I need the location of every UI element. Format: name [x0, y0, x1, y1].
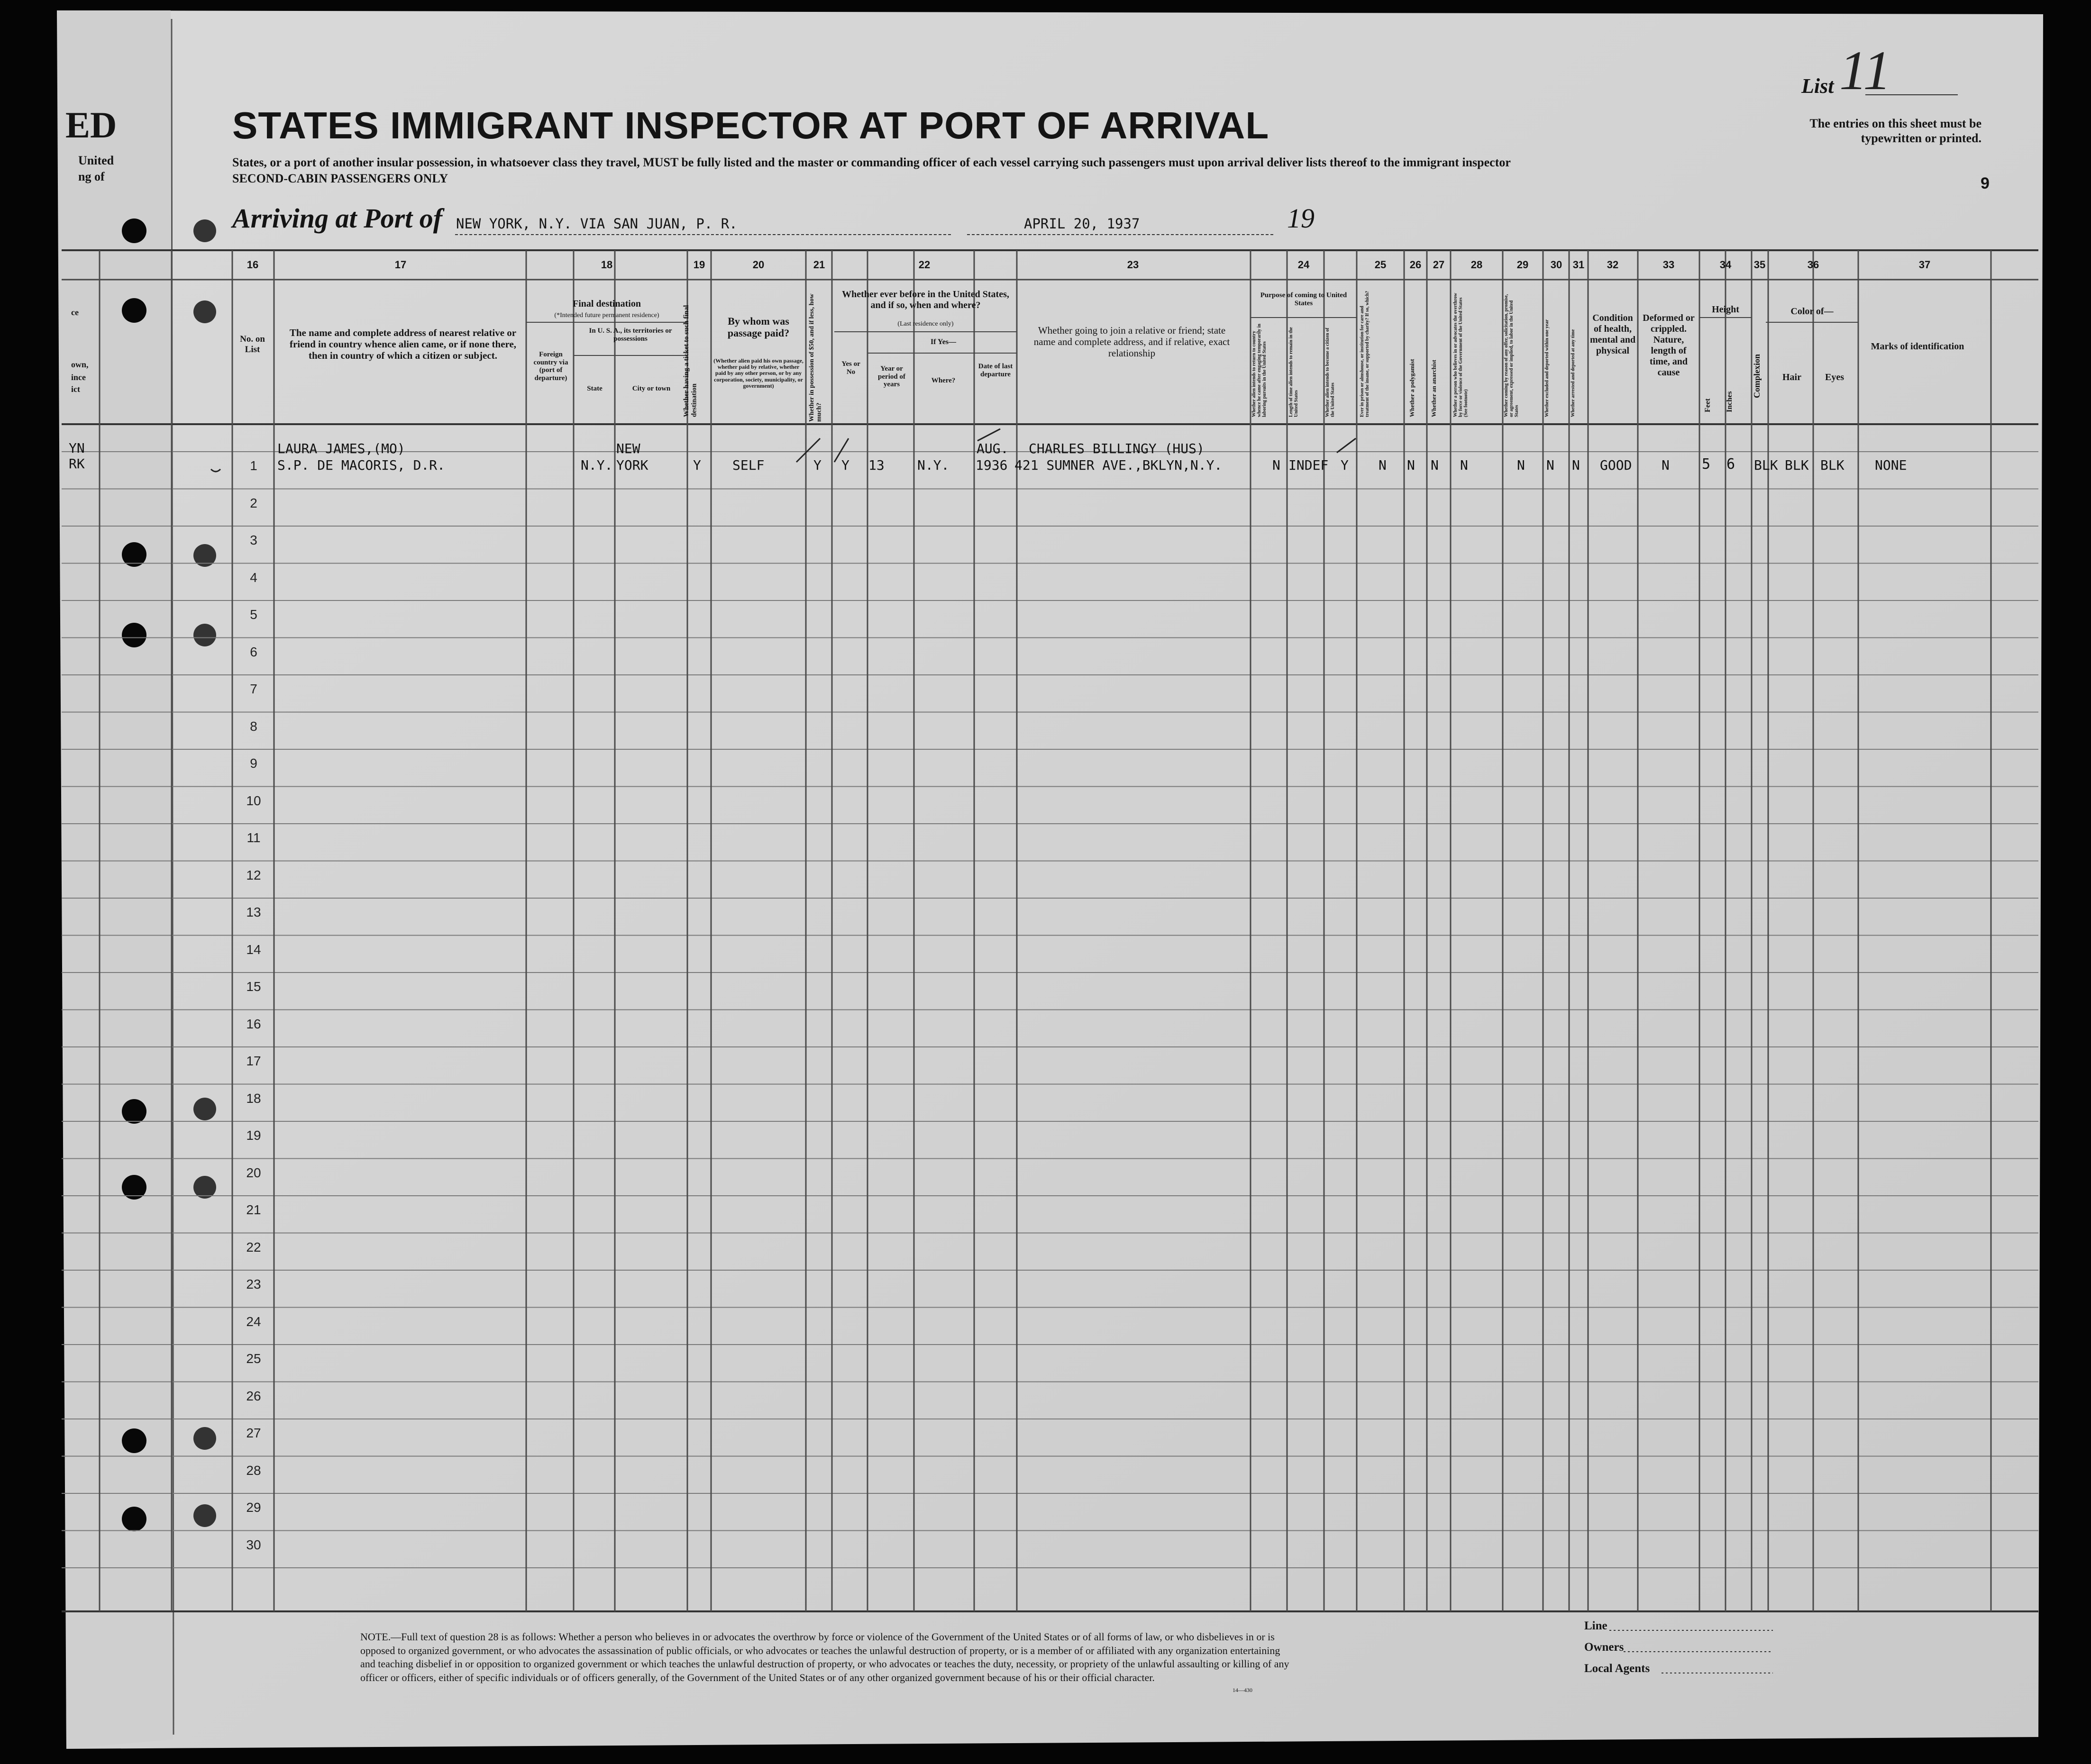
column-number: 37 — [1918, 259, 1931, 271]
header-purpose-length: Length of time alien intends to remain in the United States — [1288, 327, 1299, 417]
entry-complexion: BLK — [1754, 457, 1778, 473]
left-stub-header: ict — [71, 384, 80, 394]
left-fragment-line: United — [78, 154, 114, 167]
entry-date-line2: 1936 — [976, 457, 1008, 473]
row-number: 12 — [246, 867, 261, 882]
header-prison: Ever in prison or almshouse, or institution for care and treatment of the insane, or supported by charity? If so, which? — [1360, 291, 1370, 417]
header-usa: In U. S. A., its territories or possessions — [589, 327, 672, 343]
header-relative: The name and complete address of nearest relative or friend in country whence alien came, or if none there, then in country of which a citizen or subject. — [289, 327, 517, 362]
row-number: 27 — [246, 1426, 261, 1440]
entry-excluded: N — [1546, 457, 1554, 473]
row-number: 4 — [250, 570, 257, 585]
entry-hair: BLK — [1785, 457, 1809, 473]
entry-deported: N — [1572, 457, 1580, 473]
header-marks: Marks of identification — [1871, 341, 1964, 352]
entry-health: GOOD — [1600, 457, 1632, 473]
row-number: 25 — [246, 1351, 261, 1366]
column-number: 21 — [813, 259, 825, 271]
row-number: 13 — [246, 905, 261, 919]
entry-fifty: Y — [813, 457, 822, 473]
row-number: 24 — [246, 1314, 261, 1329]
form-code: 14—430 — [1233, 1687, 1252, 1693]
row-number: 1 — [250, 458, 257, 473]
form-subtitle: States, or a port of another insular possession, in whatsoever class they travel, MUST be fully listed and the master or commanding officer of each vessel carrying such passengers must upon arrival deliver lists thereof to the immigrant inspector — [232, 155, 1511, 169]
column-number: 32 — [1607, 259, 1619, 271]
left-stub-entry: RK — [69, 456, 85, 472]
entry-marks: NONE — [1875, 457, 1907, 473]
header-before-in-us: Whether ever before in the United States, and if so, when and where? — [842, 289, 1009, 310]
row-number: 26 — [246, 1388, 261, 1403]
header-where: Where? — [931, 377, 956, 384]
list-number: 11 — [1839, 39, 1891, 101]
left-stub-entry: YN — [69, 440, 85, 456]
column-number: 28 — [1470, 259, 1483, 271]
row-number: 9 — [250, 756, 257, 771]
header-foreign-country: Foreign country via (port of departure) — [533, 351, 568, 382]
entry-purpose-citizen: Y — [1341, 457, 1349, 473]
row-number: 22 — [246, 1239, 261, 1255]
header-polygamist: Whether a polygamist — [1408, 359, 1415, 417]
header-anarchist: Whether an anarchist — [1430, 360, 1437, 417]
row-number: 7 — [250, 682, 257, 696]
port-value: NEW YORK, N.Y. VIA SAN JUAN, P. R. — [456, 216, 738, 232]
column-number: 20 — [752, 259, 765, 271]
local-agents-label: Local Agents — [1584, 1662, 1650, 1675]
row-number: 28 — [246, 1463, 261, 1478]
list-label: List — [1801, 74, 1834, 98]
header-state: State — [587, 385, 603, 392]
column-number: 17 — [394, 259, 407, 271]
row-number: 3 — [250, 533, 257, 547]
entry-feet: 5 — [1702, 456, 1711, 473]
row-number: 21 — [246, 1202, 261, 1217]
entry-join-line1: CHARLES BILLINGY (HUS) — [1029, 441, 1205, 456]
header-if-yes: If Yes— — [930, 338, 957, 346]
header-years: Year or period of years — [878, 365, 905, 388]
entry-city-line1: NEW — [616, 441, 640, 456]
row-number: 16 — [246, 1016, 261, 1031]
left-fragment-line: ng of — [78, 170, 105, 183]
entry-purpose-length: INDEF — [1288, 457, 1329, 473]
header-deformed: Deformed or crippled. Nature, length of time, and cause — [1643, 313, 1695, 378]
header-last-residence: (Last residence only) — [897, 320, 954, 327]
header-deported: Whether arrested and deported at any time — [1571, 329, 1576, 417]
row-number: 19 — [246, 1128, 261, 1143]
header-yes-no: Yes or No — [841, 360, 860, 376]
header-health: Condition of health, mental and physical — [1589, 313, 1636, 356]
header-purpose-citizen: Whether alien intends to become a citizen of the United States — [1325, 327, 1335, 417]
column-number: 30 — [1550, 259, 1562, 271]
entry-prison: N — [1379, 457, 1387, 473]
arriving-label: Arriving at Port of — [232, 203, 443, 234]
column-number: 24 — [1297, 259, 1310, 271]
form-class: SECOND-CABIN PASSENGERS ONLY — [232, 172, 448, 185]
header-ticket: Whether having a ticket to such final destination — [683, 305, 698, 417]
header-join-relative: Whether going to join a relative or friend; state name and complete address, and if relative, exact relationship — [1033, 325, 1230, 359]
header-overthrow: Whether a person who believes in or advocates the overthrow by force or violence of the Government of the United States (See footnote) — [1453, 293, 1469, 417]
row-number: 2 — [250, 495, 257, 510]
entry-anarchist: N — [1431, 457, 1439, 473]
form-title: STATES IMMIGRANT INSPECTOR AT PORT OF ARRIVAL — [232, 104, 1269, 146]
page-number: 9 — [1981, 174, 1990, 192]
column-number: 19 — [693, 259, 705, 271]
header-excluded: Whether excluded and deported within one year — [1544, 319, 1550, 417]
header-passage-paid: By whom was passage paid? — [727, 315, 790, 339]
header-inches: Inches — [1726, 391, 1734, 412]
header-fifty-dollars: Whether in possession of $50, and if less, how much? — [808, 293, 823, 422]
header-no-on-list: No. on List — [240, 334, 265, 355]
column-number: 31 — [1572, 259, 1585, 271]
entry-overthrow: N — [1460, 457, 1468, 473]
row-number: 18 — [246, 1091, 261, 1106]
column-number: 36 — [1807, 259, 1819, 271]
entry-ticket: Y — [693, 457, 701, 473]
date-value: APRIL 20, 1937 — [1024, 216, 1140, 232]
header-final-destination-note: (*Intended future permanent residence) — [554, 312, 659, 319]
header-color: Color of— — [1790, 306, 1834, 317]
header-hair: Hair — [1782, 372, 1801, 382]
entry-paid-by: SELF — [732, 457, 765, 473]
column-number: 27 — [1433, 259, 1445, 271]
header-height: Height — [1712, 304, 1739, 315]
row-number: 11 — [247, 830, 261, 845]
column-number: 29 — [1516, 259, 1529, 271]
header-eyes: Eyes — [1825, 372, 1844, 382]
entry-join-line2: 421 SUMNER AVE.,BKLYN,N.Y. — [1014, 457, 1223, 473]
row-number: 6 — [250, 644, 257, 659]
entry-state: N.Y. — [581, 457, 613, 473]
column-number: 34 — [1719, 259, 1732, 271]
year-prefix: 19 — [1287, 203, 1315, 234]
row-number: 15 — [246, 979, 261, 994]
column-number: 22 — [918, 259, 931, 271]
entry-date-line1: AUG. — [977, 441, 1009, 456]
entry-eyes: BLK — [1820, 457, 1844, 473]
row-number: 17 — [246, 1054, 261, 1068]
entry-purpose-return: N — [1272, 457, 1280, 473]
row-number: 29 — [246, 1500, 261, 1515]
entry-relative-line2: S.P. DE MACORIS, D.R. — [277, 457, 446, 473]
row-number: 20 — [246, 1165, 261, 1180]
column-number: 18 — [601, 259, 613, 271]
column-number: 26 — [1409, 259, 1422, 271]
column-number: 23 — [1127, 259, 1139, 271]
header-date-departure: Date of last departure — [978, 363, 1013, 378]
header-complexion: Complexion — [1752, 354, 1762, 398]
left-stub-header: ince — [71, 373, 86, 382]
header-final-destination: Final destination — [573, 299, 641, 309]
typewritten-note: The entries on this sheet must be typewritten or printed. — [1809, 117, 1981, 145]
entry-polygamist: N — [1407, 457, 1415, 473]
paper — [57, 10, 2043, 1749]
header-labor-offer: Whether coming by reason of any offer, solicitation, promise, or agreement, expressed or implied, to labor in the United States — [1504, 294, 1519, 417]
entry-inches: 6 — [1726, 456, 1735, 473]
column-number: 25 — [1374, 259, 1387, 271]
row-number: 30 — [246, 1537, 261, 1552]
header-purpose-return: Whether alien intends to return to country whence he came after engaging temporarily in laboring pursuits in the United States — [1251, 324, 1267, 417]
entry-years: 13 — [868, 457, 885, 473]
row-number: 8 — [250, 718, 257, 734]
row-number: 14 — [246, 942, 261, 957]
header-purpose: Purpose of coming to United States — [1260, 291, 1347, 307]
entry-relative-line1: LAURA JAMES,(MO) — [277, 441, 405, 456]
header-passage-note: (Whether alien paid his own passage, whether paid by relative, whether paid by any other person, or by any corporation, society, municipality, or government) — [713, 357, 804, 389]
footnote-question-28: NOTE.—Full text of question 28 is as follows: Whether a person who believes in or advocates the overthrow by force or violence of the Government of the United States or of all forms of law, or who disbelieves in or is opposed to organized government, or who advocates the assassination of public officials, or who advocates or teaches the unlawful destruction of property, or is a member of or affiliated with any organization entertaining and teaching disbelief in or opposition to organized government or which teaches the unlawful destruction of property, or who advocates or teaches the duty, necessity, or propriety of the unlawful assaulting or killing of any officer or officers, either of specific individuals or of officers generally, of the Government of the United States or of any other organized government because of his or their official character. — [360, 1631, 1289, 1683]
column-number: 35 — [1753, 259, 1766, 271]
entry-labor-offer: N — [1517, 457, 1525, 473]
column-number: 33 — [1662, 259, 1675, 271]
entry-city-line2: YORK — [616, 457, 648, 473]
left-stub-header: ce — [71, 308, 79, 317]
header-feet: Feet — [1704, 398, 1712, 412]
left-stub-header: own, — [71, 360, 89, 369]
entry-before-yes: Y — [841, 457, 849, 473]
row-number: 5 — [250, 607, 257, 622]
row-number: 10 — [246, 793, 261, 808]
entry-deformed: N — [1662, 457, 1670, 473]
column-number: 16 — [247, 259, 259, 271]
owners-label: Owners — [1584, 1641, 1624, 1654]
row-number: 23 — [246, 1277, 261, 1291]
left-fragment-title: ED — [65, 104, 117, 145]
line-label: Line — [1584, 1619, 1607, 1632]
entry-where: N.Y. — [917, 457, 950, 473]
header-city: City or town — [632, 385, 671, 392]
